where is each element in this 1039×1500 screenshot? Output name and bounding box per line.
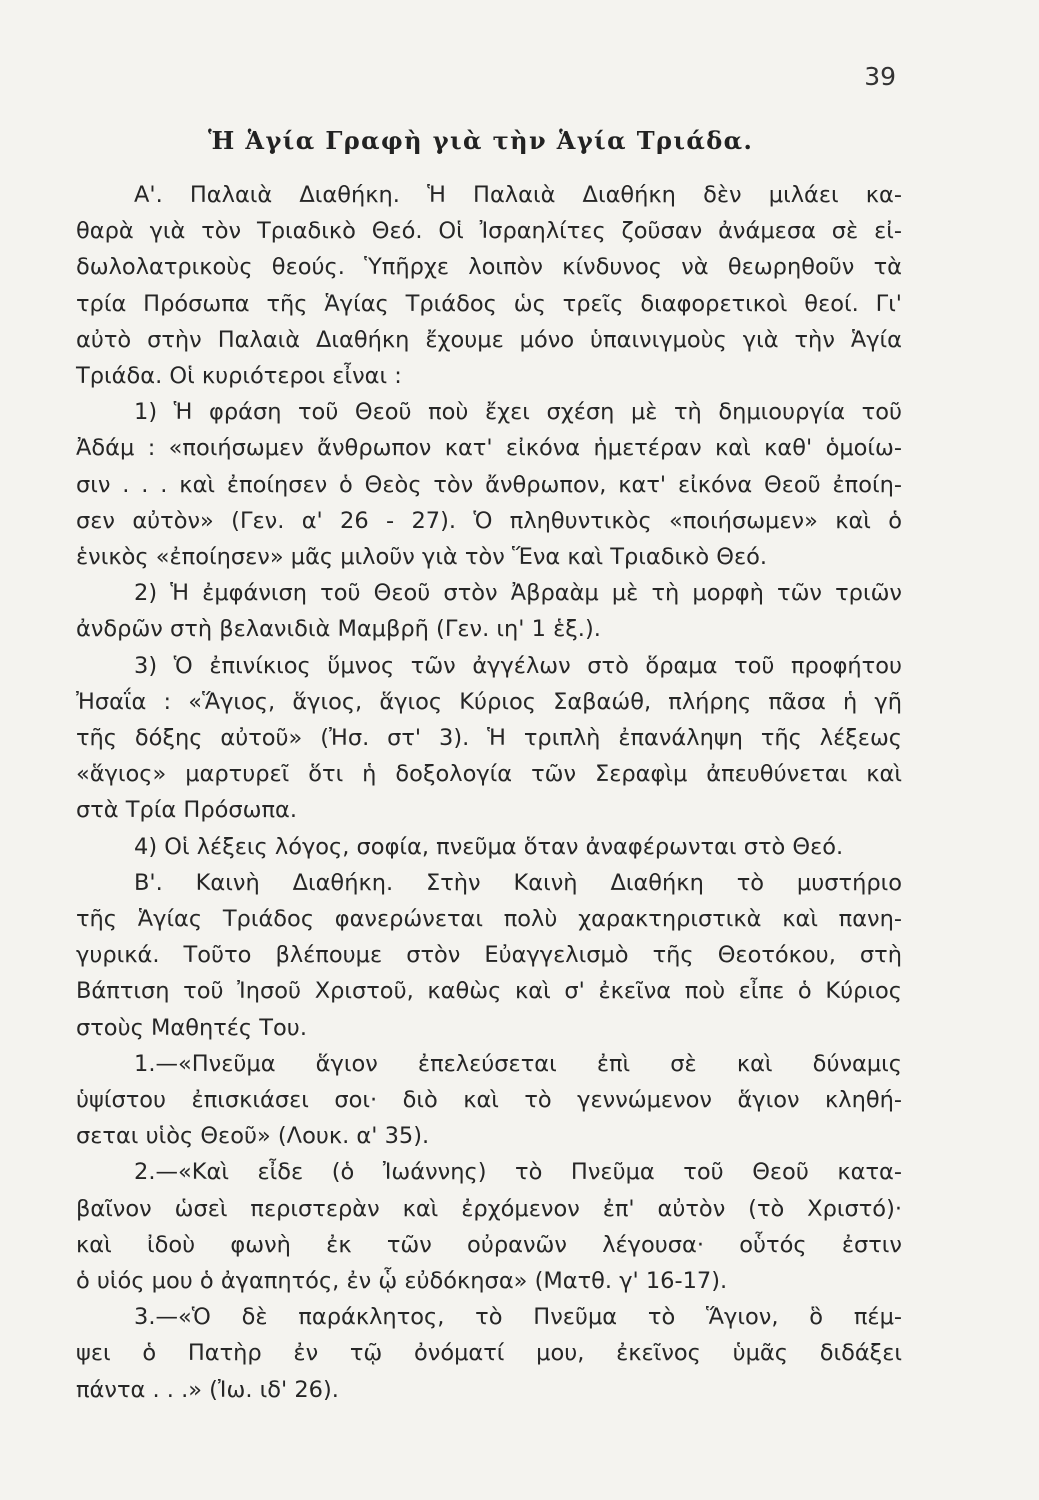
text-line: σιν . . . καὶ ἐποίησεν ὁ Θεὸς τὸν ἄνθρωπον, κατ' εἰκόνα Θεοῦ ἐποίη- — [76, 471, 902, 498]
text-line: Βάπτιση τοῦ Ἰησοῦ Χριστοῦ, καθὼς καὶ σ' ἐκεῖνα ποὺ εἶπε ὁ Κύριος — [76, 978, 902, 1005]
text-line: ἑνικὸς «ἐποίησεν» μᾶς μιλοῦν γιὰ τὸν Ἕνα καὶ Τριαδικὸ Θεό. — [76, 544, 768, 570]
text-line: «ἅγιος» μαρτυρεῖ ὅτι ἡ δοξολογία τῶν Σεραφὶμ ἀπευθύνεται καὶ — [76, 761, 902, 788]
text-line: ἀνδρῶν στὴ βελανιδιὰ Μαμβρῆ (Γεν. ιη' 1 ἑξ.). — [76, 616, 601, 643]
text-line: ὑψίστου ἐπισκιάσει σοι· διὸ καὶ τὸ γεννώμενον ἅγιον κληθή- — [76, 1087, 902, 1113]
text-line: ψει ὁ Πατὴρ ἐν τῷ ὀνόματί μου, ἐκεῖνος ὑμᾶς διδάξει — [76, 1340, 902, 1367]
text-line: θαρὰ γιὰ τὸν Τριαδικὸ Θεό. Οἱ Ἰσραηλίτες ζοῦσαν ἀνάμεσα σὲ εἰ- — [76, 218, 902, 245]
text-line: 2.—«Καὶ εἶδε (ὁ Ἰωάννης) τὸ Πνεῦμα τοῦ Θεοῦ κατα- — [134, 1159, 902, 1186]
text-line: 3) Ὁ ἐπινίκιος ὕμνος τῶν ἀγγέλων στὸ ὅραμα τοῦ προφήτου — [134, 652, 902, 679]
section-title: Ἡ Ἁγία Γραφὴ γιὰ τὴν Ἁγία Τριάδα. — [208, 126, 754, 155]
page-number: 39 — [864, 62, 896, 91]
text-line: πάντα . . .» (Ἰω. ιδ' 26). — [76, 1376, 339, 1403]
text-line: στὰ Τρία Πρόσωπα. — [76, 797, 298, 824]
text-line: Τριάδα. Οἱ κυριότεροι εἶναι : — [76, 363, 402, 389]
text-line: καὶ ἰδοὺ φωνὴ ἐκ τῶν οὐρανῶν λέγουσα· οὗτός ἐστιν — [76, 1231, 902, 1258]
text-line: σεται υἱὸς Θεοῦ» (Λουκ. α' 35). — [76, 1123, 430, 1150]
text-line: γυρικά. Τοῦτο βλέπουμε στὸν Εὐαγγελισμὸ τῆς Θεοτόκου, στὴ — [76, 942, 902, 969]
text-line: αὐτὸ στὴν Παλαιὰ Διαθήκη ἔχουμε μόνο ὑπαινιγμοὺς γιὰ τὴν Ἁγία — [76, 326, 902, 353]
text-line: 1.—«Πνεῦμα ἅγιον ἐπελεύσεται ἐπὶ σὲ καὶ δύναμις — [134, 1050, 902, 1077]
text-line: 2) Ἡ ἐμφάνιση τοῦ Θεοῦ στὸν Ἀβραὰμ μὲ τὴ μορφὴ τῶν τριῶν — [134, 580, 902, 607]
text-line: δωλολατρικοὺς θεούς. Ὑπῆρχε λοιπὸν κίνδυνος νὰ θεωρηθοῦν τὰ — [76, 254, 902, 281]
text-line: στοὺς Μαθητές Του. — [76, 1014, 307, 1041]
text-line: σεν αὐτὸν» (Γεν. α' 26 - 27). Ὁ πληθυντικὸς «ποιήσωμεν» καὶ ὁ — [76, 507, 902, 534]
text-line: τρία Πρόσωπα τῆς Ἁγίας Τριάδος ὡς τρεῖς διαφορετικοὶ θεοί. Γι' — [76, 290, 902, 317]
text-line: 1) Ἡ φράση τοῦ Θεοῦ ποὺ ἔχει σχέση μὲ τὴ δημιουργία τοῦ — [134, 399, 902, 426]
text-line: Ἀδάμ : «ποιήσωμεν ἄνθρωπον κατ' εἰκόνα ἡμετέραν καὶ καθ' ὁμοίω- — [76, 435, 902, 462]
text-line: βαῖνον ὡσεὶ περιστερὰν καὶ ἐρχόμενον ἐπ' αὐτὸν (τὸ Χριστό)· — [76, 1195, 902, 1222]
text-line: τῆς δόξης αὐτοῦ» (Ἠσ. στ' 3). Ἡ τριπλὴ ἐπανάληψη τῆς λέξεως — [76, 725, 902, 751]
text-line: Β'. Καινὴ Διαθήκη. Στὴν Καινὴ Διαθήκη τὸ μυστήριο — [134, 869, 902, 896]
text-line: 4) Οἱ λέξεις λόγος, σοφία, πνεῦμα ὅταν ἀναφέρωνται στὸ Θεό. — [134, 833, 844, 860]
text-line: 3.—«Ὁ δὲ παράκλητος, τὸ Πνεῦμα τὸ Ἅγιον, ὃ πέμ- — [134, 1304, 902, 1331]
text-line: Ἠσαΐα : «Ἅγιος, ἅγιος, ἅγιος Κύριος Σαβαώθ, πλήρης πᾶσα ἡ γῆ — [76, 688, 902, 715]
text-line: Α'. Παλαιὰ Διαθήκη. Ἡ Παλαιὰ Διαθήκη δὲν μιλάει κα- — [134, 182, 902, 208]
text-line: ὁ υἱός μου ὁ ἀγαπητός, ἐν ᾧ εὐδόκησα» (Ματθ. γ' 16-17). — [76, 1268, 728, 1294]
text-line: τῆς Ἁγίας Τριάδος φανερώνεται πολὺ χαρακτηριστικὰ καὶ πανη- — [76, 906, 902, 932]
